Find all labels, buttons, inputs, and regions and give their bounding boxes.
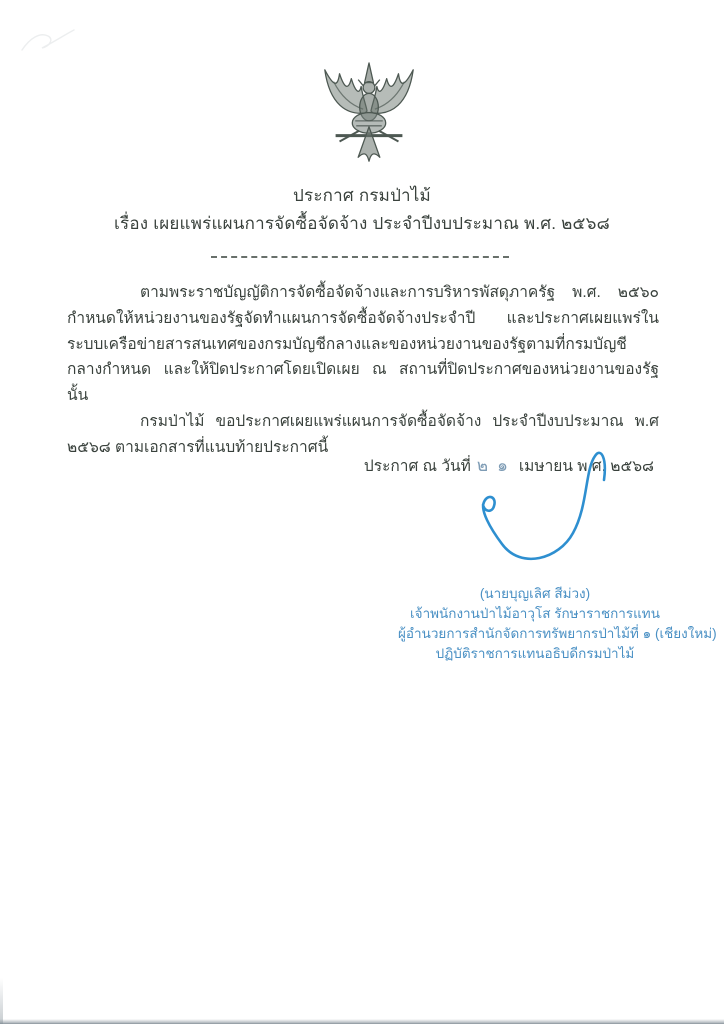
signer-position-1: เจ้าพนักงานป่าไม้อาวุโส รักษาราชการแทน — [410, 606, 660, 621]
announcement-date-line — [364, 452, 654, 479]
signer-position-2: ผู้อำนวยการสำนักจัดการทรัพยากรป่าไม้ที่ ๑ (เชียงใหม่) — [398, 626, 717, 641]
signer-block — [398, 584, 717, 664]
dashed-divider — [211, 256, 509, 258]
announcement-body — [67, 280, 659, 461]
garuda-emblem-icon — [310, 60, 428, 172]
announcement-subject: เรื่อง เผยแพร่แผนการจัดซื้อจัดจ้าง ประจำปีงบประมาณ พ.ศ. ๒๕๖๘ — [114, 214, 610, 233]
body-paragraph-2: กรมป่าไม้ ขอประกาศเผยแพร่แผนการจัดซื้อจัดจ้าง ประจำปีงบประมาณ พ.ศ ๒๕๖๘ ตามเอกสารที่แนบท้ายประกาศนี้ — [67, 412, 659, 456]
signer-name: (นายบุญเลิศ สีม่วง) — [479, 586, 591, 601]
signer-position-3: ปฏิบัติราชการแทนอธิบดีกรมป่าไม้ — [435, 646, 635, 661]
date-suffix: เมษายน พ.ศ. ๒๕๖๘ — [518, 458, 654, 475]
body-paragraph-1: ตามพระราชบัญญัติการจัดซื้อจัดจ้างและการบริหารพัสดุภาครัฐ พ.ศ. ๒๕๖๐ กำหนดให้หน่วยงานของรัฐจัดทำแผนการจัดซื้อจัดจ้างประจำปี และประกาศเผยแพร่ในระบบเครือข่ายสารสนเทศของกรมบัญชีกลางและของหน่วยงานของรัฐตามที่กรมบัญชีกลางกำหนด และให้ปิดประกาศโดยเปิดเผย ณ สถานที่ปิดประกาศของหน่วยงานของรัฐ นั้น — [67, 284, 659, 405]
scan-bottom-shadow — [0, 1019, 724, 1024]
announcement-title: ประกาศ กรมป่าไม้ — [293, 186, 431, 205]
date-prefix: ประกาศ ณ วันที่ — [363, 458, 471, 475]
pencil-smudge-mark — [14, 24, 84, 60]
handwritten-day: ๒๑ — [476, 456, 517, 476]
scan-left-shadow — [0, 978, 3, 1024]
